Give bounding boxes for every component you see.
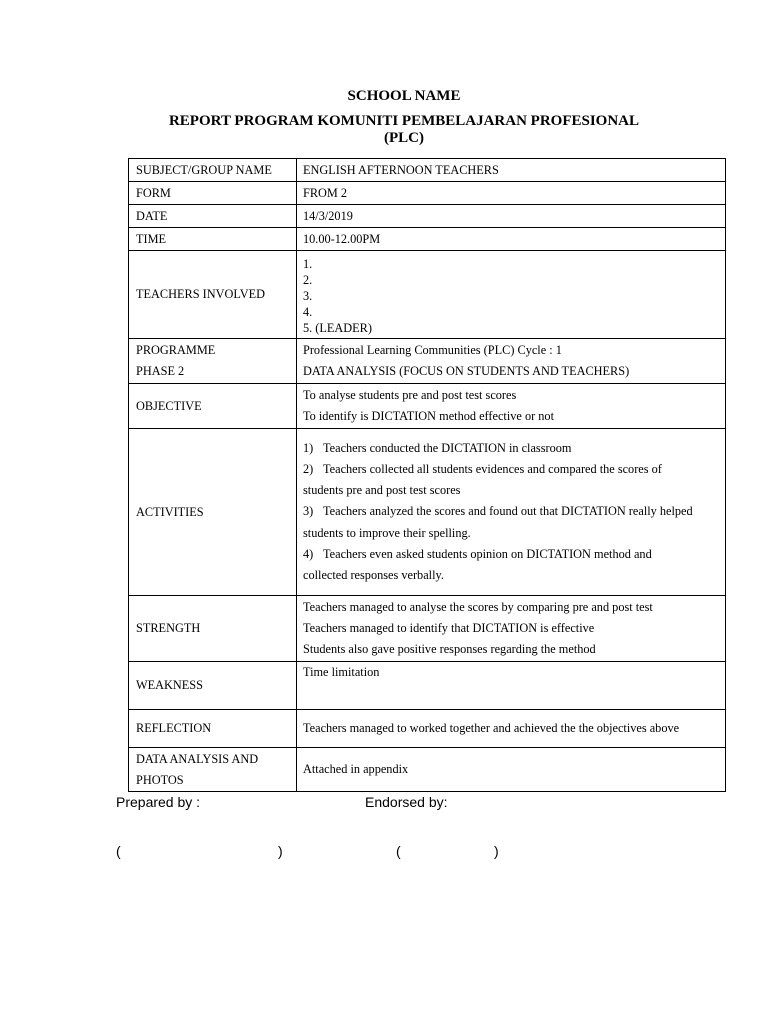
activity-number: 3) bbox=[303, 504, 314, 519]
teacher-item: 5. (LEADER) bbox=[303, 321, 372, 335]
strength-value bbox=[297, 596, 726, 662]
date-value: 14/3/2019 bbox=[297, 205, 726, 228]
activity-text: Teachers analyzed the scores and found out that DICTATION really helped bbox=[323, 504, 693, 519]
programme-value-line1: Professional Learning Communities (PLC) Cycle : 1 bbox=[303, 343, 562, 357]
date-label: DATE bbox=[129, 205, 297, 228]
activities-label: ACTIVITIES bbox=[129, 429, 297, 596]
activity-text-continued: students pre and post test scores bbox=[303, 483, 461, 498]
objective-value bbox=[297, 384, 726, 429]
activity-text-continued: collected responses verbally. bbox=[303, 568, 444, 582]
activity-item bbox=[303, 459, 719, 480]
activity-number: 1) bbox=[303, 440, 314, 455]
plc-report-table bbox=[128, 158, 726, 792]
table-row-teachers bbox=[129, 251, 726, 339]
table-row-weakness bbox=[129, 662, 726, 710]
table-row-form bbox=[129, 182, 726, 205]
teacher-item: 3. bbox=[303, 289, 313, 303]
activity-item bbox=[303, 544, 719, 565]
table-row-date bbox=[129, 205, 726, 228]
table-row-reflection bbox=[129, 710, 726, 748]
reflection-label: REFLECTION bbox=[129, 710, 297, 748]
programme-label bbox=[129, 339, 297, 384]
strength-line: Students also gave positive responses regarding the method bbox=[303, 642, 596, 656]
teacher-item: 2. bbox=[303, 273, 313, 287]
programme-label-line1: PROGRAMME bbox=[136, 343, 216, 357]
table-row-strength bbox=[129, 596, 726, 662]
programme-value-line2: DATA ANALYSIS (FOCUS ON STUDENTS AND TEACHERS) bbox=[303, 364, 630, 378]
activity-number: 2) bbox=[303, 461, 314, 476]
strength-line: Teachers managed to analyse the scores by comparing pre and post test bbox=[303, 600, 653, 614]
strength-label: STRENGTH bbox=[129, 596, 297, 662]
weakness-value: Time limitation bbox=[297, 662, 726, 710]
teacher-item: 4. bbox=[303, 305, 313, 319]
table-row-time bbox=[129, 228, 726, 251]
time-label: TIME bbox=[129, 228, 297, 251]
report-title-subline: (PLC) bbox=[384, 130, 424, 146]
activities-list bbox=[297, 429, 726, 596]
activity-number: 4) bbox=[303, 546, 314, 561]
teachers-list bbox=[297, 251, 726, 339]
subject-label: SUBJECT/GROUP NAME bbox=[129, 159, 297, 182]
prepared-signature-open-paren: ( bbox=[116, 843, 121, 859]
endorsed-signature-open-paren: ( bbox=[396, 843, 401, 859]
table-row-data-analysis bbox=[129, 748, 726, 792]
report-title: REPORT PROGRAM KOMUNITI PEMBELAJARAN PROFESIONAL bbox=[168, 113, 640, 129]
activity-text: Teachers even asked students opinion on DICTATION method and bbox=[323, 546, 652, 561]
endorsed-signature-close-paren: ) bbox=[494, 843, 499, 859]
activity-text: Teachers conducted the DICTATION in classroom bbox=[323, 440, 572, 455]
programme-value bbox=[297, 339, 726, 384]
teachers-label: TEACHERS INVOLVED bbox=[129, 251, 297, 339]
subject-value: ENGLISH AFTERNOON TEACHERS bbox=[297, 159, 726, 182]
objective-label: OBJECTIVE bbox=[129, 384, 297, 429]
data-analysis-label-line1: DATA ANALYSIS AND bbox=[136, 751, 259, 766]
endorsed-by-label: Endorsed by: bbox=[365, 794, 448, 810]
form-label: FORM bbox=[129, 182, 297, 205]
prepared-by-label: Prepared by : bbox=[116, 794, 201, 810]
objective-line: To identify is DICTATION method effective or not bbox=[303, 409, 554, 423]
activity-text-continued: students to improve their spelling. bbox=[303, 525, 471, 540]
prepared-signature-close-paren: ) bbox=[278, 843, 283, 859]
activity-item bbox=[303, 438, 719, 459]
table-row-programme bbox=[129, 339, 726, 384]
table-row-objective bbox=[129, 384, 726, 429]
activity-item bbox=[303, 501, 719, 522]
table-row-subject bbox=[129, 159, 726, 182]
activity-text: Teachers collected all students evidences and compared the scores of bbox=[323, 461, 662, 476]
school-name: SCHOOL NAME bbox=[347, 88, 461, 104]
teacher-item: 1. bbox=[303, 257, 313, 271]
data-analysis-label-line2: PHOTOS bbox=[136, 772, 184, 787]
table-row-activities bbox=[129, 429, 726, 596]
form-value: FROM 2 bbox=[297, 182, 726, 205]
reflection-value: Teachers managed to worked together and achieved the the objectives above bbox=[297, 710, 726, 748]
time-value: 10.00-12.00PM bbox=[297, 228, 726, 251]
strength-line: Teachers managed to identify that DICTATION is effective bbox=[303, 621, 595, 635]
data-analysis-label bbox=[129, 748, 297, 792]
objective-line: To analyse students pre and post test scores bbox=[303, 388, 517, 402]
weakness-label: WEAKNESS bbox=[129, 662, 297, 710]
data-analysis-value: Attached in appendix bbox=[297, 748, 726, 792]
programme-label-line2: PHASE 2 bbox=[136, 364, 185, 378]
